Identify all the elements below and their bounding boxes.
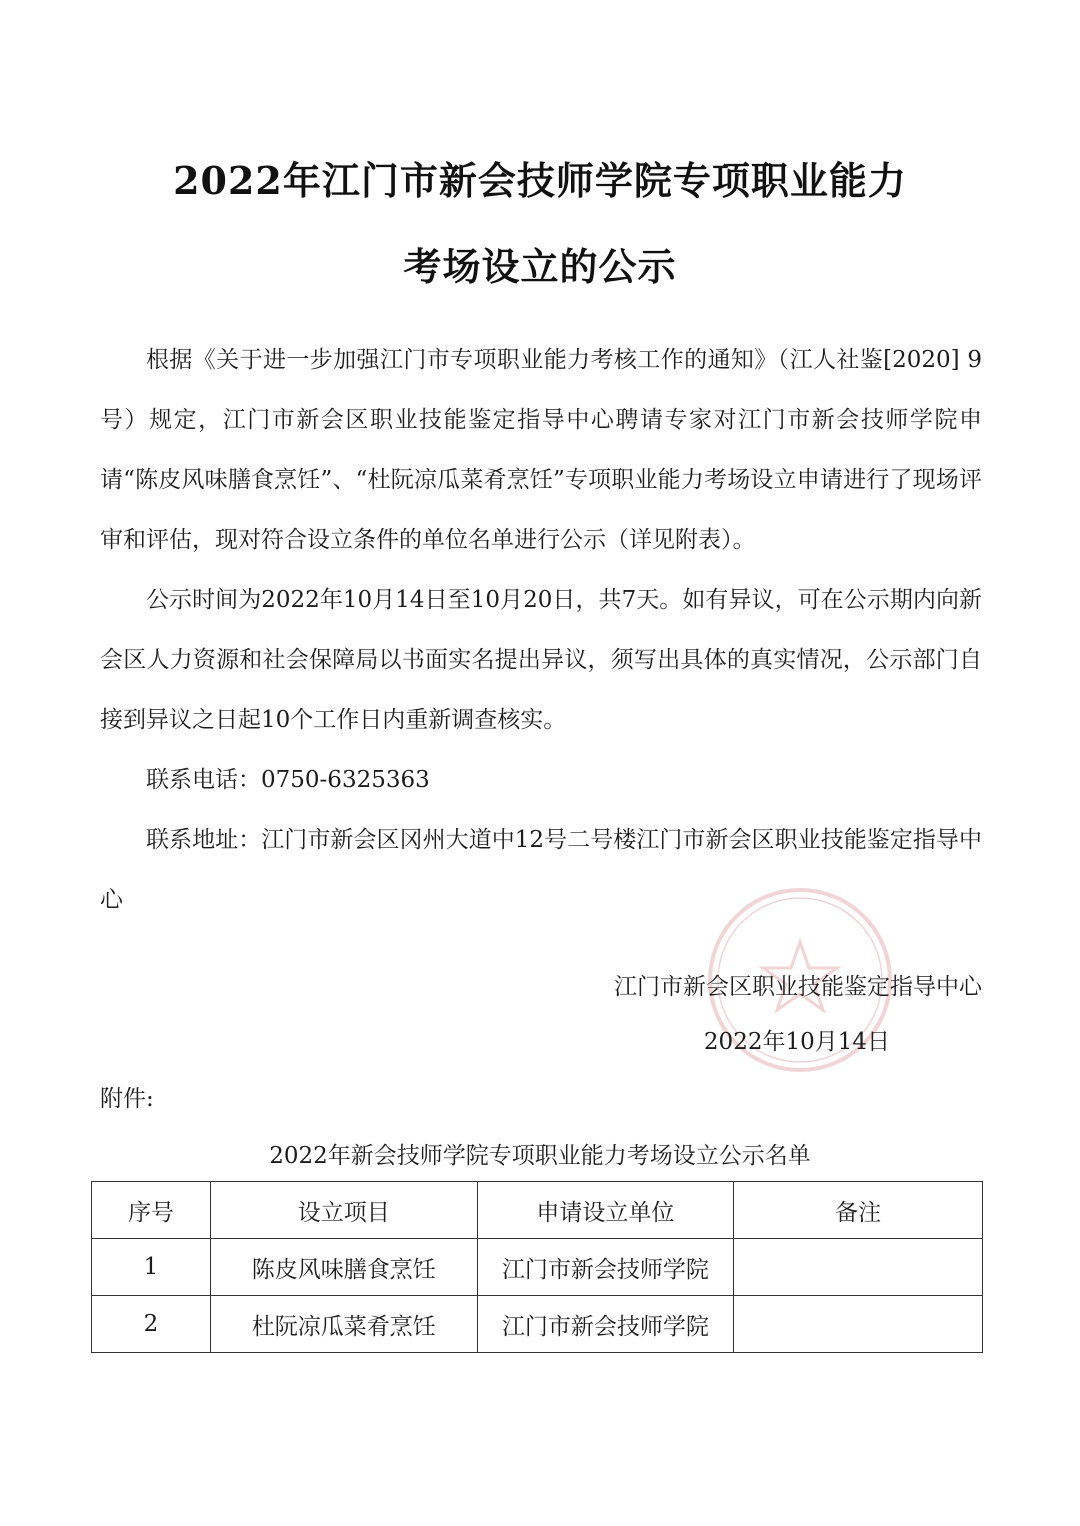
table-title: 2022年新会技师学院专项职业能力考场设立公示名单 xyxy=(269,1143,811,1169)
publicity-table xyxy=(91,1181,983,1353)
table-header-row xyxy=(92,1182,983,1239)
cell-serial: 2 xyxy=(92,1296,211,1353)
signature-organization: 江门市新会区职业技能鉴定指导中心 xyxy=(614,974,982,1000)
cell-serial: 1 xyxy=(92,1239,211,1296)
paragraph-publicity-period: 公示时间为2022年10月14日至10月20日，共7天。如有异议，可在公示期内向新会区人力资源和社会保障局以书面实名提出异议，须写出具体的真实情况，公示部门自接到异议之日起10个工作日内重新调查核实。 xyxy=(100,587,982,733)
header-project: 设立项目 xyxy=(210,1182,477,1239)
header-serial: 序号 xyxy=(92,1182,211,1239)
paragraph-basis: 根据《关于进一步加强江门市专项职业能力考核工作的通知》（江人社鉴[2020] 9号）规定，江门市新会区职业技能鉴定指导中心聘请专家对江门市新会技师学院申请“陈皮风味膳食烹饪”、“杜阮凉瓜菜肴烹饪”专项职业能力考场设立申请进行了现场评审和评估，现对符合设立条件的单位名单进行公示（详见附表）。 xyxy=(100,347,982,553)
table-row xyxy=(92,1239,983,1296)
paragraph-contact-address: 联系地址：江门市新会区冈州大道中12号二号楼江门市新会区职业技能鉴定指导中心 xyxy=(100,827,982,913)
table-row xyxy=(92,1296,983,1353)
cell-project: 陈皮风味膳食烹饪 xyxy=(210,1239,477,1296)
header-applicant: 申请设立单位 xyxy=(477,1182,734,1239)
signature-date: 2022年10月14日 xyxy=(703,1029,890,1055)
cell-project: 杜阮凉瓜菜肴烹饪 xyxy=(210,1296,477,1353)
cell-applicant: 江门市新会技师学院 xyxy=(477,1239,734,1296)
document-title-line1: 2022年江门市新会技师学院专项职业能力 xyxy=(173,158,907,203)
cell-applicant: 江门市新会技师学院 xyxy=(477,1296,734,1353)
paragraph-contact-phone: 联系电话：0750-6325363 xyxy=(146,767,430,793)
attachment-label: 附件: xyxy=(100,1086,154,1112)
document-title-line2: 考场设立的公示 xyxy=(403,244,677,289)
cell-remarks xyxy=(734,1296,983,1353)
notice-body xyxy=(100,330,982,930)
header-remarks: 备注 xyxy=(734,1182,983,1239)
cell-remarks xyxy=(734,1239,983,1296)
